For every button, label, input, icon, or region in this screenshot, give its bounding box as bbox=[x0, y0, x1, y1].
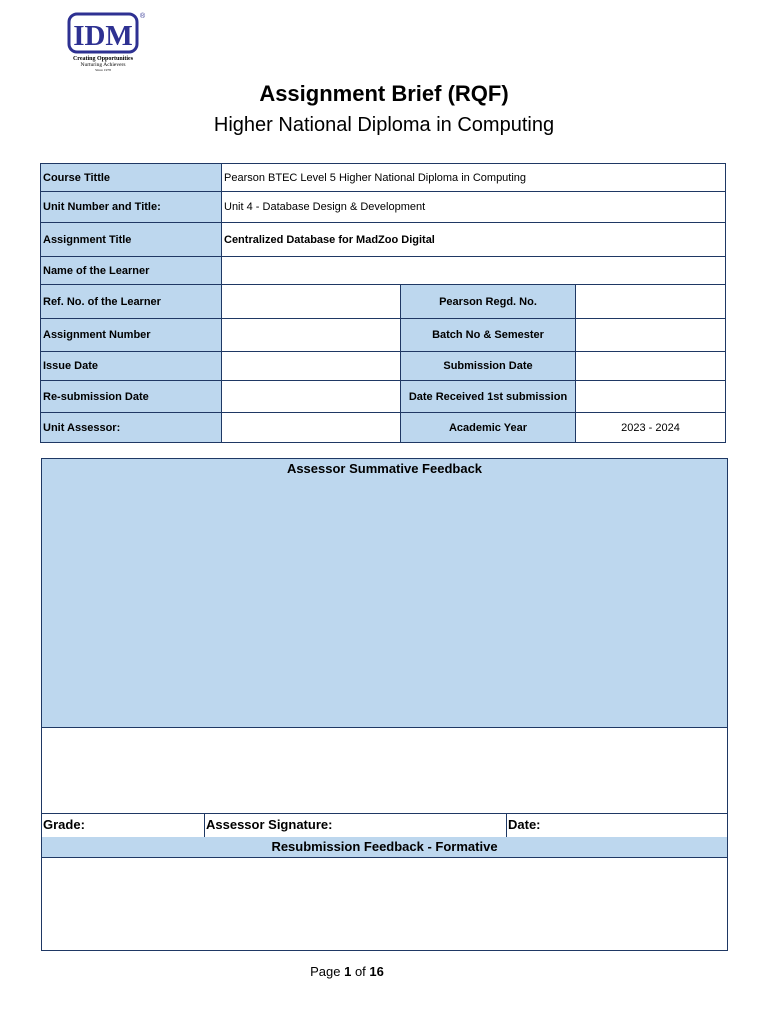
resubmission-feedback-heading: Resubmission Feedback - Formative bbox=[42, 837, 727, 858]
feedback-section bbox=[41, 458, 728, 951]
submission-date-label: Submission Date bbox=[401, 352, 576, 381]
table-row bbox=[41, 381, 726, 413]
ref-no-field[interactable] bbox=[222, 285, 401, 319]
summative-feedback-box[interactable] bbox=[42, 459, 727, 728]
table-row bbox=[41, 223, 726, 257]
pearson-regd-field[interactable] bbox=[576, 285, 726, 319]
course-title-label: Course Tittle bbox=[41, 164, 222, 192]
svg-text:®: ® bbox=[140, 13, 146, 20]
ref-no-label: Ref. No. of the Learner bbox=[41, 285, 222, 319]
summative-feedback-heading: Assessor Summative Feedback bbox=[286, 461, 483, 476]
page-subtitle: Higher National Diploma in Computing bbox=[213, 114, 555, 136]
assignment-info-table bbox=[40, 163, 726, 443]
feedback-date-field[interactable] bbox=[507, 814, 727, 837]
batch-label: Batch No & Semester bbox=[401, 319, 576, 352]
grade-label: Grade: bbox=[43, 817, 85, 832]
learner-name-field[interactable] bbox=[222, 257, 726, 285]
table-row bbox=[41, 413, 726, 443]
table-row bbox=[41, 257, 726, 285]
idm-logo bbox=[66, 12, 146, 74]
unit-assessor-label: Unit Assessor: bbox=[41, 413, 222, 443]
academic-year-value: 2023 - 2024 bbox=[576, 413, 726, 443]
submission-date-field[interactable] bbox=[576, 352, 726, 381]
issue-date-field[interactable] bbox=[222, 352, 401, 381]
table-row bbox=[41, 192, 726, 223]
table-row bbox=[41, 285, 726, 319]
table-row bbox=[41, 164, 726, 192]
resubmission-date-label: Re-submission Date bbox=[41, 381, 222, 413]
table-row bbox=[41, 352, 726, 381]
page-current: 1 bbox=[344, 964, 352, 979]
resubmission-date-field[interactable] bbox=[222, 381, 401, 413]
unit-assessor-field[interactable] bbox=[222, 413, 401, 443]
learner-name-label: Name of the Learner bbox=[41, 257, 222, 285]
page-footer bbox=[0, 964, 694, 979]
svg-text:Since 1978: Since 1978 bbox=[95, 68, 111, 72]
issue-date-label: Issue Date bbox=[41, 352, 222, 381]
assessor-signature-field[interactable] bbox=[205, 814, 507, 837]
feedback-notes-area[interactable] bbox=[42, 727, 727, 813]
assignment-title-label: Assignment Title bbox=[41, 223, 222, 257]
page-word: Page bbox=[310, 964, 341, 979]
assessor-signature-label: Assessor Signature: bbox=[206, 817, 333, 832]
assignment-title-value: Centralized Database for MadZoo Digital bbox=[222, 223, 726, 257]
assignment-number-field[interactable] bbox=[222, 319, 401, 352]
grade-field[interactable] bbox=[42, 814, 205, 837]
page-total: 16 bbox=[369, 964, 384, 979]
svg-text:Creating Opportunities: Creating Opportunities bbox=[72, 56, 134, 62]
feedback-date-label: Date: bbox=[508, 817, 541, 832]
assignment-number-label: Assignment Number bbox=[41, 319, 222, 352]
unit-label: Unit Number and Title: bbox=[41, 192, 222, 223]
academic-year-label: Academic Year bbox=[401, 413, 576, 443]
date-received-field[interactable] bbox=[576, 381, 726, 413]
svg-text:Nurturing Achievers: Nurturing Achievers bbox=[80, 62, 126, 68]
svg-text:IDM: IDM bbox=[73, 20, 133, 52]
course-title-value: Pearson BTEC Level 5 Higher National Diploma in Computing bbox=[222, 164, 726, 192]
grade-signature-row bbox=[42, 813, 727, 838]
date-received-label: Date Received 1st submission bbox=[401, 381, 576, 413]
batch-field[interactable] bbox=[576, 319, 726, 352]
of-word: of bbox=[354, 964, 366, 979]
unit-value: Unit 4 - Database Design & Development bbox=[222, 192, 726, 223]
table-row bbox=[41, 319, 726, 352]
pearson-regd-label: Pearson Regd. No. bbox=[401, 285, 576, 319]
page-title: Assignment Brief (RQF) bbox=[259, 81, 509, 106]
